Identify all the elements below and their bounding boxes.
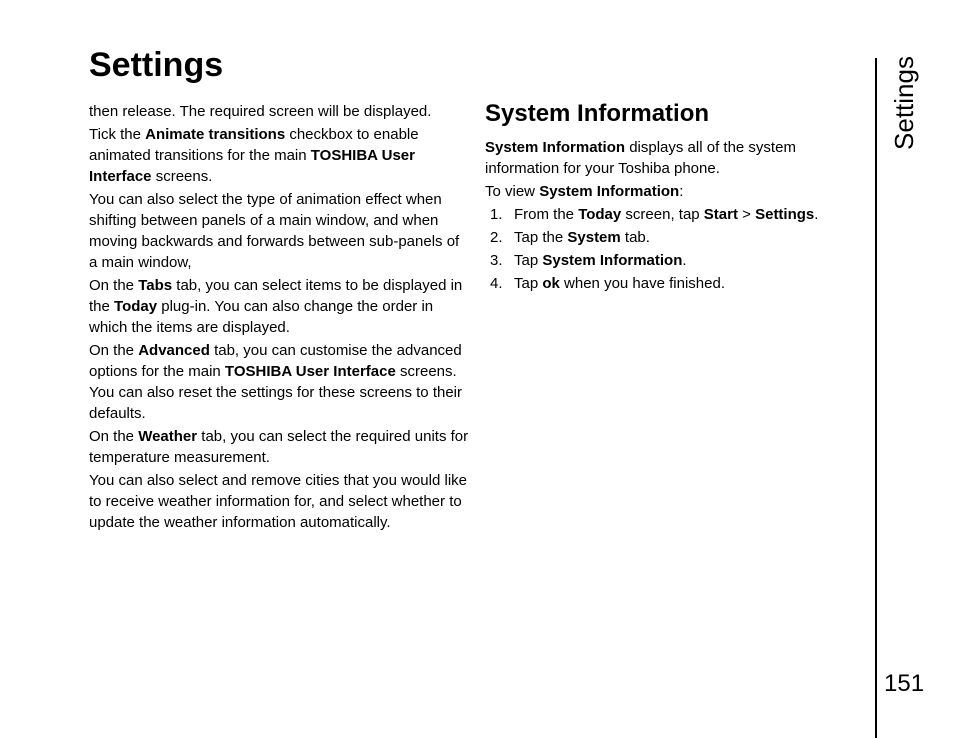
- text: tab, you can select items to be displayed in the: [89, 277, 463, 315]
- paragraph-animation-effect: You can also select the type of animation effect when shifting between panels of a main window, and when moving backwards and forwards between sub-panels of a main window,: [89, 191, 460, 271]
- bold-term: Weather: [138, 428, 198, 445]
- text: Tap: [514, 275, 543, 292]
- bold-term: System Information: [539, 183, 680, 200]
- left-column: [89, 101, 471, 535]
- page-title: Settings: [89, 46, 224, 84]
- bold-term: System Information: [542, 252, 683, 269]
- section-heading: System Information: [485, 100, 710, 127]
- vertical-divider: [875, 58, 877, 738]
- text: Tap: [514, 252, 543, 269]
- bold-term: Tabs: [138, 277, 173, 294]
- bold-term: TOSHIBA User Interface: [224, 363, 396, 380]
- text: On the: [89, 342, 139, 359]
- text: screens.: [151, 168, 213, 185]
- step-number: 3.: [490, 252, 503, 269]
- text: plug-in. You can also change the order in which the items are displayed.: [89, 298, 434, 336]
- text: screens. You can also reset the settings for these screens to their defaults.: [89, 363, 462, 422]
- step-number: 1.: [490, 206, 503, 223]
- paragraph-tabs: [89, 275, 471, 338]
- paragraph-to-view: [485, 181, 865, 202]
- paragraph-weather: [89, 426, 471, 468]
- list-item: [485, 250, 865, 271]
- text: .: [682, 252, 687, 269]
- paragraph-advanced: [89, 340, 471, 424]
- step-number: 4.: [490, 275, 503, 292]
- paragraph-animate-transitions: [89, 124, 471, 187]
- paragraph-weather-cities: You can also select and remove cities that you would like to receive weather information for, and select whether to update the weather information automatically.: [89, 472, 467, 531]
- list-item: [485, 273, 865, 294]
- text: .: [814, 206, 819, 223]
- bold-term: ok: [542, 275, 560, 292]
- bold-term: System Information: [485, 139, 626, 156]
- text: Tick the: [89, 126, 146, 143]
- bold-term: Settings: [755, 206, 815, 223]
- text: screen, tap: [621, 206, 704, 223]
- bold-term: Animate transitions: [145, 126, 286, 143]
- text: when you have finished.: [559, 275, 725, 292]
- text: tab, you can select the required units for temperature measurement.: [89, 428, 469, 466]
- text: From the: [514, 206, 579, 223]
- bold-term: TOSHIBA User Interface: [89, 147, 415, 185]
- steps-list: [485, 204, 865, 294]
- list-item: [485, 204, 865, 225]
- paragraph-intro: [485, 137, 865, 179]
- page-number: 151: [884, 670, 925, 697]
- text: >: [737, 206, 756, 223]
- bold-term: Start: [703, 206, 738, 223]
- text: On the: [89, 277, 139, 294]
- text: To view: [485, 183, 540, 200]
- text: tab.: [620, 229, 650, 246]
- text: displays all of the system information for your Toshiba phone.: [485, 139, 796, 177]
- side-tab-label: Settings: [889, 56, 919, 150]
- text: tab, you can customise the advanced options for the main: [89, 342, 462, 380]
- bold-term: Advanced: [138, 342, 210, 359]
- list-item: [485, 227, 865, 248]
- step-number: 2.: [490, 229, 503, 246]
- bold-term: Today: [578, 206, 622, 223]
- text: :: [679, 183, 684, 200]
- right-column: [485, 99, 865, 296]
- text: On the: [89, 428, 139, 445]
- text: Tap the: [514, 229, 568, 246]
- paragraph-release: then release. The required screen will be displayed.: [89, 103, 432, 120]
- bold-term: System: [567, 229, 621, 246]
- bold-term: Today: [114, 298, 158, 315]
- text: checkbox to enable animated transitions for the main: [89, 126, 419, 164]
